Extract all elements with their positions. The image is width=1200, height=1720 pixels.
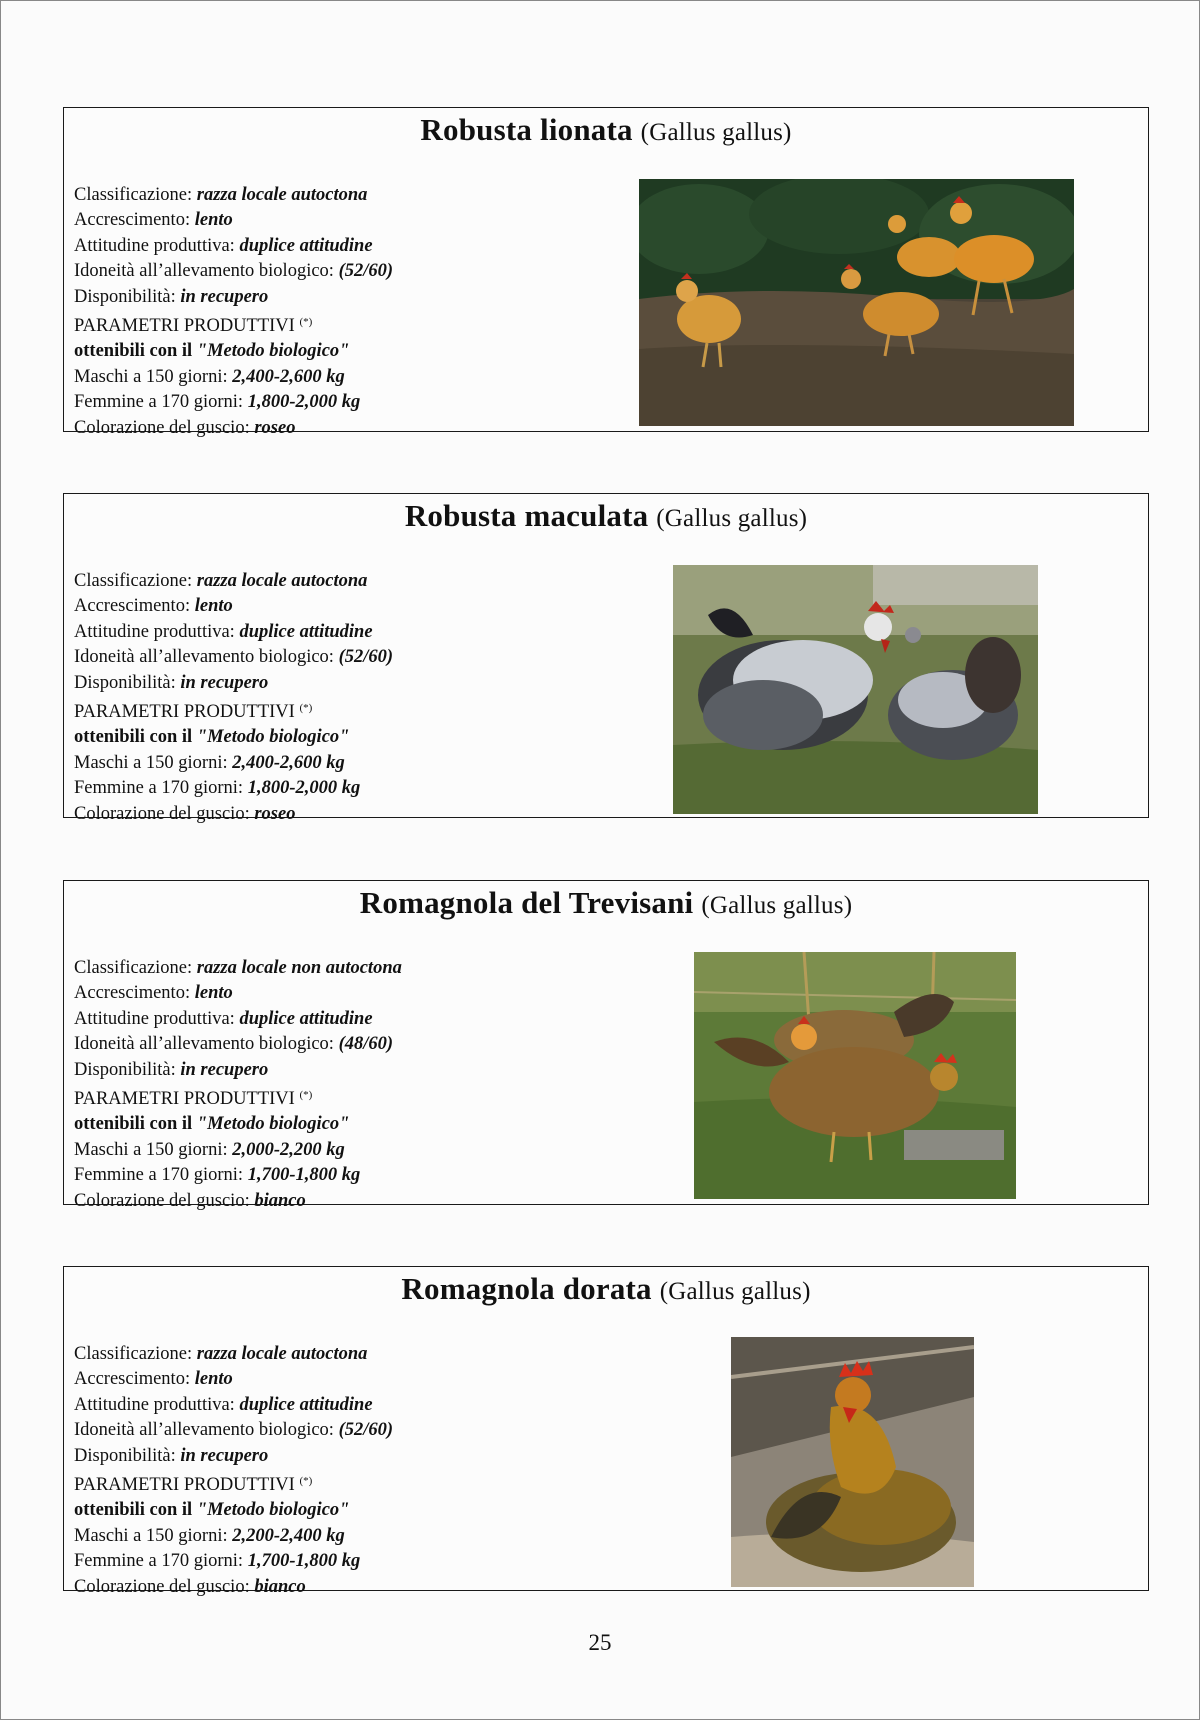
breed-name: Romagnola del Trevisani — [359, 885, 694, 920]
label: Idoneità all’allevamento biologico: — [74, 647, 334, 668]
label: Attitudine produttiva: — [74, 1008, 235, 1029]
info-maschi — [74, 1138, 634, 1163]
info-attitudine — [74, 620, 634, 645]
info-ottenibili — [74, 725, 634, 750]
info-parametri — [74, 696, 634, 725]
label: Idoneità all’allevamento biologico: — [74, 1034, 334, 1055]
info-maschi — [74, 365, 634, 390]
value: in recupero — [180, 672, 269, 693]
info-disponibilita — [74, 285, 634, 310]
value: 1,700-1,800 kg — [247, 1165, 361, 1186]
info-idoneita — [74, 1418, 634, 1443]
value: 1,800-2,000 kg — [247, 778, 361, 799]
info-classificazione — [74, 569, 634, 594]
value: in recupero — [180, 1445, 269, 1466]
breed-info — [74, 956, 634, 1214]
label: Disponibilità: — [74, 1059, 176, 1080]
label: Maschi a 150 giorni: — [74, 366, 228, 387]
breed-card-romagnola-dorata — [63, 1266, 1149, 1597]
breed-info — [74, 183, 634, 441]
value: roseo — [254, 417, 296, 438]
info-disponibilita — [74, 1444, 634, 1469]
value: lento — [194, 596, 233, 617]
breed-title — [64, 885, 1148, 921]
label: PARAMETRI PRODUTTIVI — [74, 1475, 295, 1496]
label: Accrescimento: — [74, 983, 191, 1004]
breed-card-robusta-lionata — [63, 107, 1149, 438]
label: ottenibili con il — [74, 727, 193, 748]
info-guscio — [74, 1189, 634, 1214]
label: Maschi a 150 giorni: — [74, 752, 228, 773]
value: duplice attitudine — [239, 235, 373, 256]
method-name: "Metodo biologico" — [196, 1114, 350, 1135]
info-attitudine — [74, 1393, 634, 1418]
label: Femmine a 170 giorni: — [74, 1165, 244, 1186]
label: Disponibilità: — [74, 672, 176, 693]
label: Maschi a 150 giorni: — [74, 1525, 228, 1546]
breed-title — [64, 1271, 1148, 1307]
value: razza locale autoctona — [196, 185, 368, 205]
info-classificazione — [74, 183, 634, 208]
value: duplice attitudine — [239, 1394, 373, 1415]
info-parametri — [74, 1083, 634, 1112]
label: Idoneità all’allevamento biologico: — [74, 261, 334, 282]
value: in recupero — [180, 1059, 269, 1080]
label: Attitudine produttiva: — [74, 1394, 235, 1415]
breed-info — [74, 1342, 634, 1600]
info-accrescimento — [74, 594, 634, 619]
label: Colorazione del guscio: — [74, 1576, 250, 1597]
breed-card-romagnola-del-trevisani — [63, 880, 1149, 1211]
label: Femmine a 170 giorni: — [74, 1551, 244, 1572]
label: Accrescimento: — [74, 210, 191, 231]
value: bianco — [254, 1576, 306, 1597]
value: (52/60) — [338, 647, 394, 668]
label: PARAMETRI PRODUTTIVI — [74, 702, 295, 723]
method-name: "Metodo biologico" — [196, 341, 350, 362]
info-femmine — [74, 1549, 634, 1574]
info-idoneita — [74, 1032, 634, 1057]
footnote-marker: (*) — [299, 316, 313, 329]
label: Accrescimento: — [74, 1369, 191, 1390]
label: Attitudine produttiva: — [74, 621, 235, 642]
info-guscio — [74, 802, 634, 827]
info-parametri — [74, 310, 634, 339]
value: bianco — [254, 1190, 306, 1211]
label: PARAMETRI PRODUTTIVI — [74, 1089, 295, 1110]
value: razza locale autoctona — [196, 1344, 368, 1364]
label: ottenibili con il — [74, 341, 193, 362]
value: lento — [194, 1369, 233, 1390]
info-maschi — [74, 1524, 634, 1549]
info-femmine — [74, 390, 634, 415]
label: Classificazione: — [74, 1344, 193, 1364]
breed-name: Robusta lionata — [420, 112, 633, 147]
brown-chickens-grass-photo — [694, 952, 1016, 1199]
breed-scientific-name: (Gallus gallus) — [656, 505, 808, 532]
value: 2,200-2,400 kg — [232, 1525, 345, 1546]
breed-scientific-name: (Gallus gallus) — [640, 119, 792, 146]
info-maschi — [74, 751, 634, 776]
value: (52/60) — [338, 1420, 394, 1441]
label: Idoneità all’allevamento biologico: — [74, 1420, 334, 1441]
info-disponibilita — [74, 671, 634, 696]
info-guscio — [74, 416, 634, 441]
footnote-marker: (*) — [299, 1475, 313, 1488]
label: ottenibili con il — [74, 1114, 193, 1135]
info-parametri — [74, 1469, 634, 1498]
info-classificazione — [74, 956, 634, 981]
info-ottenibili — [74, 1112, 634, 1137]
info-accrescimento — [74, 981, 634, 1006]
label: Classificazione: — [74, 185, 193, 205]
info-idoneita — [74, 645, 634, 670]
golden-rooster-photo — [731, 1337, 974, 1587]
info-disponibilita — [74, 1058, 634, 1083]
value: 2,000-2,200 kg — [232, 1139, 345, 1160]
info-ottenibili — [74, 1498, 634, 1523]
label: Classificazione: — [74, 571, 193, 591]
speckled-chickens-photo — [673, 565, 1038, 814]
label: Femmine a 170 giorni: — [74, 778, 244, 799]
method-name: "Metodo biologico" — [196, 1500, 350, 1521]
label: PARAMETRI PRODUTTIVI — [74, 316, 295, 337]
value: (52/60) — [338, 261, 394, 282]
info-attitudine — [74, 234, 634, 259]
label: Colorazione del guscio: — [74, 803, 250, 824]
info-accrescimento — [74, 208, 634, 233]
info-accrescimento — [74, 1367, 634, 1392]
footnote-marker: (*) — [299, 702, 313, 715]
label: Colorazione del guscio: — [74, 417, 250, 438]
info-femmine — [74, 1163, 634, 1188]
breed-title — [64, 112, 1148, 148]
value: 2,400-2,600 kg — [232, 366, 345, 387]
footnote-marker: (*) — [299, 1089, 313, 1102]
breed-scientific-name: (Gallus gallus) — [659, 1278, 811, 1305]
info-femmine — [74, 776, 634, 801]
breed-name: Romagnola dorata — [401, 1271, 652, 1306]
label: Colorazione del guscio: — [74, 1190, 250, 1211]
info-guscio — [74, 1575, 634, 1600]
info-idoneita — [74, 259, 634, 284]
page-number: 25 — [588, 1630, 612, 1655]
label: Classificazione: — [74, 958, 193, 978]
value: duplice attitudine — [239, 1008, 373, 1029]
value: 2,400-2,600 kg — [232, 752, 345, 773]
label: Accrescimento: — [74, 596, 191, 617]
label: Femmine a 170 giorni: — [74, 392, 244, 413]
breed-info — [74, 569, 634, 827]
label: ottenibili con il — [74, 1500, 193, 1521]
breed-title — [64, 498, 1148, 534]
value: razza locale non autoctona — [196, 958, 402, 978]
value: in recupero — [180, 286, 269, 307]
value: lento — [194, 983, 233, 1004]
value: duplice attitudine — [239, 621, 373, 642]
value: (48/60) — [338, 1034, 394, 1055]
buff-chickens-flock-photo — [639, 179, 1074, 426]
value: roseo — [254, 803, 296, 824]
method-name: "Metodo biologico" — [196, 727, 350, 748]
breed-name: Robusta maculata — [404, 498, 649, 533]
breed-scientific-name: (Gallus gallus) — [701, 892, 853, 919]
breed-card-robusta-maculata — [63, 493, 1149, 824]
value: lento — [194, 210, 233, 231]
value: razza locale autoctona — [196, 571, 368, 591]
info-attitudine — [74, 1007, 634, 1032]
label: Attitudine produttiva: — [74, 235, 235, 256]
value: 1,800-2,000 kg — [247, 392, 361, 413]
label: Maschi a 150 giorni: — [74, 1139, 228, 1160]
info-ottenibili — [74, 339, 634, 364]
label: Disponibilità: — [74, 286, 176, 307]
label: Disponibilità: — [74, 1445, 176, 1466]
value: 1,700-1,800 kg — [247, 1551, 361, 1572]
info-classificazione — [74, 1342, 634, 1367]
